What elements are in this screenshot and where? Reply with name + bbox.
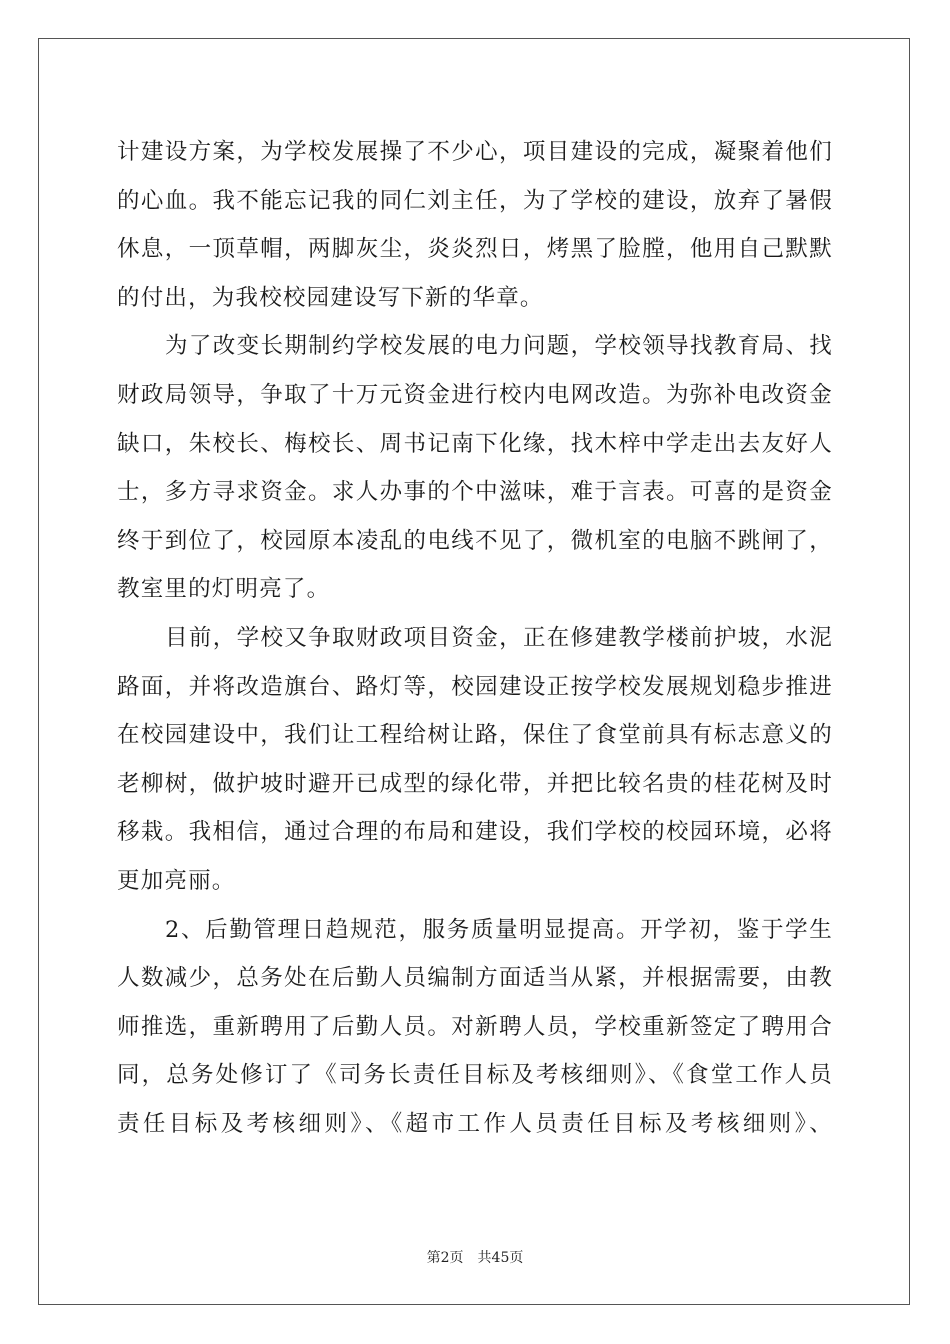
text-line: 师推选，重新聘用了后勤人员。对新聘人员，学校重新签定了聘用合 bbox=[117, 1013, 833, 1040]
text-line: 在校园建设中，我们让工程给树让路，保住了食堂前具有标志意义的 bbox=[117, 722, 833, 749]
text-line: 同，总务处修订了《司务长责任目标及考核细则》、《食堂工作人员 bbox=[117, 1062, 833, 1089]
page-footer bbox=[0, 1247, 950, 1267]
text-line: 移栽。我相信，通过合理的布局和建设，我们学校的校园环境，必将 bbox=[117, 819, 833, 846]
text-line: 路面，并将改造旗台、路灯等，校园建设正按学校发展规划稳步推进 bbox=[117, 673, 833, 700]
text-line: 的付出，为我校校园建设写下新的华章。 bbox=[117, 284, 544, 311]
text-line: 教室里的灯明亮了。 bbox=[117, 576, 331, 603]
text-line: 更加亮丽。 bbox=[117, 867, 236, 894]
text-line: 2、后勤管理日趋规范，服务质量明显提高。开学初，鉴于学生 bbox=[165, 916, 833, 943]
text-line: 休息，一顶草帽，两脚灰尘，炎炎烈日，烤黑了脸膛，他用自己默默 bbox=[117, 236, 833, 263]
text-line: 人数减少，总务处在后勤人员编制方面适当从紧，并根据需要，由教 bbox=[117, 965, 833, 992]
text-line: 目前，学校又争取财政项目资金，正在修建教学楼前护坡，水泥 bbox=[165, 624, 833, 651]
text-line: 财政局领导，争取了十万元资金进行校内电网改造。为弥补电改资金 bbox=[117, 381, 833, 408]
text-line: 终于到位了，校园原本凌乱的电线不见了，微机室的电脑不跳闸了， bbox=[117, 527, 833, 554]
text-line: 计建设方案，为学校发展操了不少心，项目建设的完成，凝聚着他们 bbox=[117, 139, 833, 165]
page-total: 共45页 bbox=[477, 1250, 524, 1266]
page-number: 第2页 bbox=[426, 1250, 464, 1266]
text-line: 为了改变长期制约学校发展的电力问题，学校领导找教育局、找 bbox=[165, 333, 833, 360]
text-line: 缺口，朱校长、梅校长、周书记南下化缘，找木梓中学走出去友好人 bbox=[117, 430, 833, 457]
text-line: 的心血。我不能忘记我的同仁刘主任，为了学校的建设，放弃了暑假 bbox=[117, 187, 833, 214]
text-line: 士，多方寻求资金。求人办事的个中滋味，难于言表。可喜的是资金 bbox=[117, 479, 833, 506]
text-line: 责任目标及考核细则》、《超市工作人员责任目标及考核细则》、 bbox=[117, 1110, 833, 1137]
text-line: 老柳树，做护坡时避开已成型的绿化带，并把比较名贵的桂花树及时 bbox=[117, 770, 833, 797]
document-body bbox=[117, 128, 833, 1148]
